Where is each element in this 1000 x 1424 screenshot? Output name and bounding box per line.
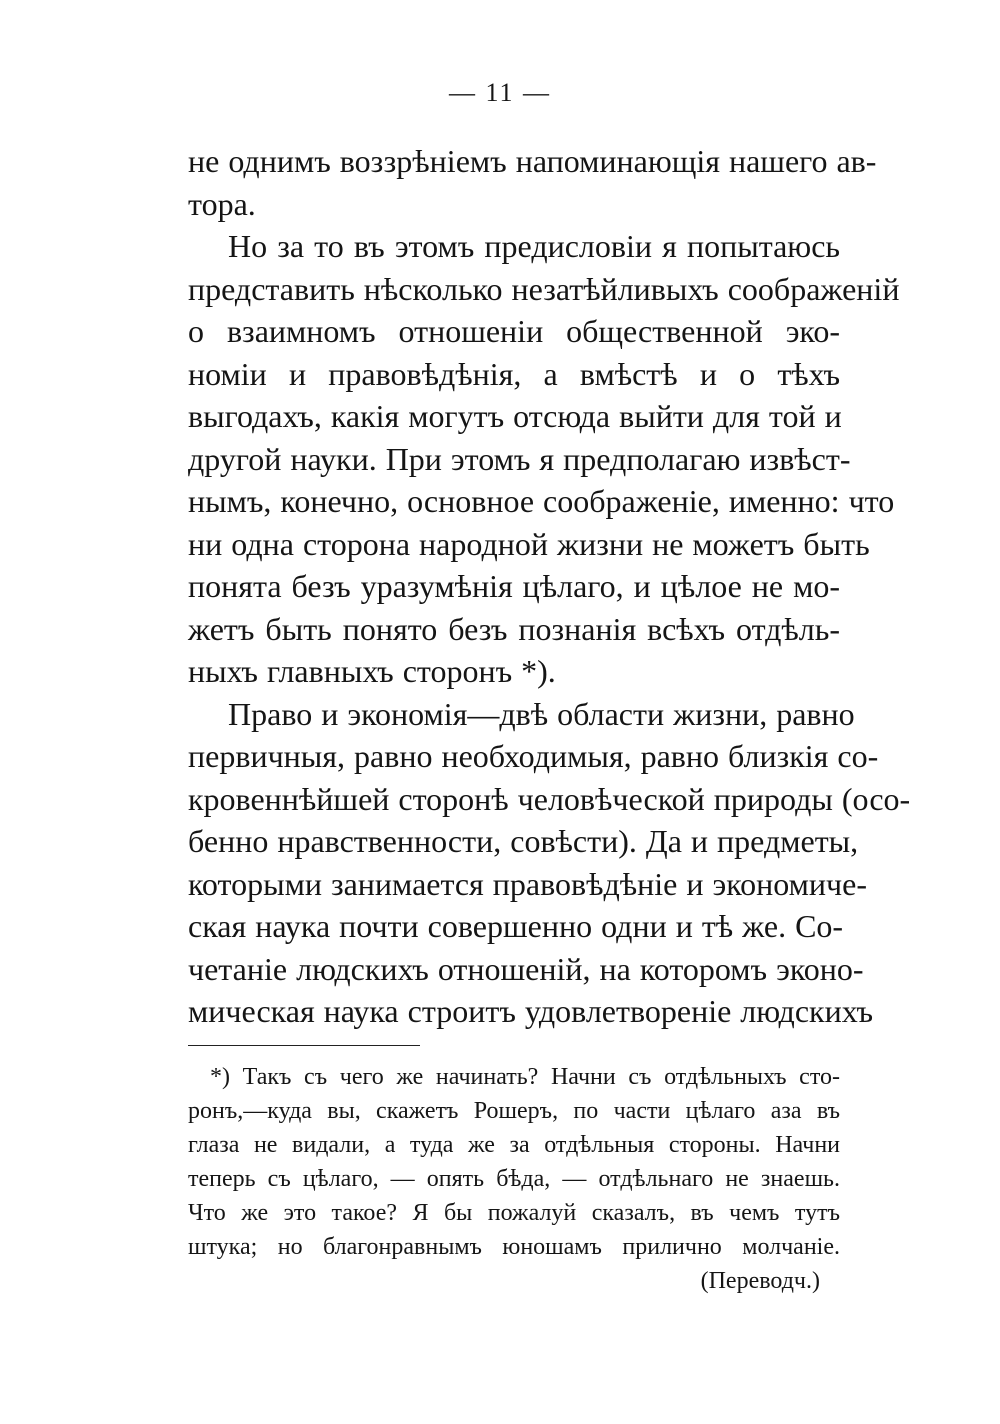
footnote-line: глаза не видали, а туда же за отдѣльныя стороны. Начни — [188, 1132, 840, 1158]
paragraph — [188, 693, 911, 1033]
text-line: о взаимномъ отношеніи общественной эко- — [188, 313, 840, 349]
text-line: понята безъ уразумѣнія цѣлаго, и цѣлое не мо- — [188, 568, 840, 604]
footnote-line: ронъ,—куда вы, скажетъ Рошеръ, по части цѣлаго аза въ — [188, 1098, 840, 1124]
footnote-line: штука; но благонравнымъ юношамъ прилично молчаніе. — [188, 1234, 840, 1260]
footnote-divider — [188, 1045, 420, 1046]
footnote-signature: (Переводч.) — [700, 1268, 820, 1294]
text-line: номіи и правовѣдѣнія, а вмѣстѣ и о тѣхъ — [188, 355, 840, 392]
text-line: первичныя, равно необходимыя, равно близкія со- — [188, 738, 879, 774]
text-line: представить нѣсколько незатѣйливыхъ соображеній — [188, 270, 900, 307]
body-text — [188, 140, 911, 1033]
text-line: ныхъ главныхъ сторонъ *). — [188, 653, 556, 689]
paragraph — [188, 140, 877, 225]
text-line: бенно нравственности, совѣсти). Да и предметы, — [188, 823, 859, 859]
paragraph — [188, 225, 900, 693]
text-line: Но за то въ этомъ предисловіи я попытаюсь — [228, 228, 840, 264]
text-line: тора. — [188, 185, 256, 222]
text-line: Право и экономія—двѣ области жизни, равно — [228, 695, 855, 732]
text-line: ни одна сторона народной жизни не можетъ быть — [188, 525, 870, 562]
footnote-line: теперь съ цѣлаго, — опять бѣда, — отдѣльнаго не знаешь. — [188, 1166, 840, 1192]
footnote-line: *) Такъ съ чего же начинать? Начни съ отдѣльныхъ сто- — [210, 1064, 840, 1090]
text-line: которыми занимается правовѣдѣніе и экономиче- — [188, 865, 867, 902]
footnote-line: Что же это такое? Я бы пожалуй сказалъ, въ чемъ тутъ — [188, 1200, 840, 1226]
page-number: — 11 — — [448, 78, 552, 107]
text-line: кровеннѣйшей сторонѣ человѣческой природы (осо- — [188, 780, 911, 817]
text-line: не однимъ воззрѣніемъ напоминающія нашего ав- — [188, 143, 877, 179]
footnote — [188, 1060, 840, 1298]
text-line: четаніе людскихъ отношеній, на которомъ эконо- — [188, 950, 864, 987]
text-line: мическая наука строитъ удовлетвореніе людскихъ — [188, 993, 874, 1029]
text-line: другой науки. При этомъ я предполагаю извѣст- — [188, 440, 851, 477]
text-line: выгодахъ, какія могутъ отсюда выйти для той и — [188, 398, 842, 434]
text-line: нымъ, конечно, основное соображеніе, именно: что — [188, 483, 895, 519]
text-line: жетъ быть понято безъ познанія всѣхъ отдѣль- — [188, 610, 840, 647]
text-line: ская наука почти совершенно одни и тѣ же. Со- — [188, 908, 844, 944]
